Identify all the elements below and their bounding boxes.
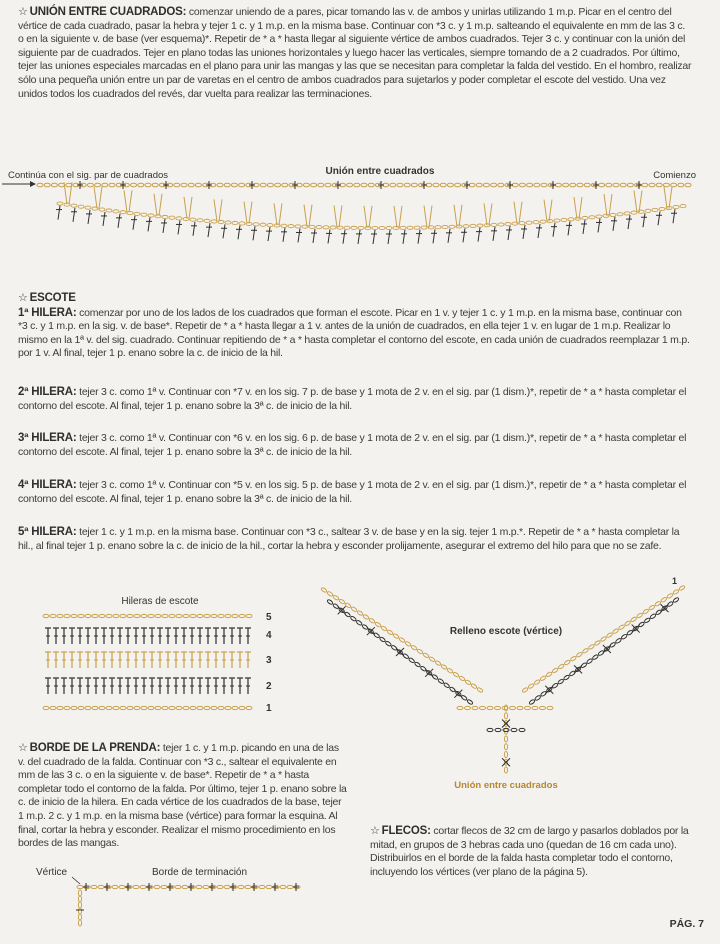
escote-row-text: tejer 3 c. como 1ª v. Continuar con *5 v. en los sig. 5 p. de base y 1 mota de 2 v. en el sig. par (1 dism.)*, repetir de * a * hasta completar el contorno del escote. Al final, tejer 1 p. enano sobre la 3ª c. de inicio de la hil. [18, 479, 687, 505]
union-diagram-left-label: Continúa con el sig. par de cuadrados [8, 170, 169, 181]
borde-text: tejer 1 c. y 1 m.p. picando en una de las v. del cuadrado de la falda. Continuar con *3 c., saltear el equivalente en mm de las 3 c. o en la siguiente v. de base*. Repetir de * a * hasta completar todo el contorno de la falda. Por último, tejer 1 p. enano sobre la c. de inicio de la hilera. En cada vértice de los cuadrados de la base, tejer 1 m.p. 2 c. y 1 m.p. en la misma base (vértice) para formar la esquina. Al final, cortar la hebra y esconder. Realizar el mismo procedimiento en los bordes de las mangas. [18, 742, 347, 850]
escote-rows-diagram [30, 592, 290, 717]
escote-row-label: 1ª HILERA: [18, 306, 77, 319]
row-number-1: 1 [266, 703, 272, 714]
escote-rows-title: Hileras de escote [121, 596, 199, 607]
borde-chain [76, 883, 300, 926]
union-text: comenzar uniendo de a pares, picar tomando las v. de ambos y unirlas utilizando 1 m.p. Picar en el centro del vértice de cada cuadrado, pasar la hebra y tejer 1 c. y 1 m.p. en la misma base. Continuar con *3 c. y 1 m.p. salteando el equivalente en mm de las 3 c. o en la siguiente v. de base (ver esquema)*. Repetir de * a * hasta llegar al siguiente vértice de ambos cuadrados. Tejer 3 c. y continuar con la unión del siguiente par de cuadrados. Tejer en plano todas las uniones horizontales y luego hacer las verticales, siempre tomando de a 2 cuadrados. Por último, tejer las uniones especiales marcadas en el plano para unir las mangas y las que se necesitan para completar la falda del vestido. En el hombro, realizar sólo una pequeña unión entre un par de varetas en el centro de ambos cuadrados para sujetarlos y poder completar el escote del vestido. Una vez unidos todos los cuadrados del revés, dar vuelta para realizar las terminaciones. [18, 6, 692, 100]
union-heading: UNIÓN ENTRE CUADRADOS: [29, 6, 187, 18]
escote-section [18, 292, 692, 361]
flecos-section [370, 825, 700, 879]
vertice-corner-number: 1 [672, 576, 678, 586]
row-number-5: 5 [266, 612, 272, 623]
row-number-2: 2 [266, 681, 272, 692]
escote-row-text: comenzar por uno de los lados de los cuadrados que forman el escote. Picar en 1 v. y tejer 1 c. y 1 m.p. en la misma base, continuar con *3 c. y 1 m.p. en la sig. v. de base*. Repetir de * a * hasta llegar a 1 v. antes de la unión de cuadrados, en ella tejer 1 v. en lugar de 1 m.p. Realizar lo mismo en la 1ª v. del sig. cuadrado. Continuar repitiendo de * a * hasta completar el contorno del escote, en cada unión de cuadrados reemplazar 1 m.p. por 1 v. Al final, tejer 1 p. enano sobre la c. de inicio de la hil. [18, 306, 690, 360]
union-diagram-title: Unión entre cuadrados [325, 166, 435, 177]
union-diagram [0, 160, 720, 270]
union-diagram-right-label: Comienzo [653, 170, 696, 181]
escote-row-label: 3ª HILERA: [18, 432, 77, 444]
borde-right-label: Borde de terminación [152, 867, 248, 878]
escote-row-text: tejer 3 c. como 1ª v. Continuar con *7 v. en los sig. 7 p. de base y 1 mota de 2 v. en el sig. par (1 dism.)*, repetir de * a * hasta completar el contorno del escote. Al final, tejer 1 p. enano sobre la 3ª c. de inicio de la hil. [18, 386, 687, 412]
union-chain [37, 181, 691, 189]
borde-section [18, 742, 348, 851]
star-icon: ☆ [18, 742, 28, 754]
star-icon: ☆ [18, 6, 28, 18]
page-number: PÁG. 7 [669, 918, 704, 931]
borde-diagram [30, 862, 320, 932]
escote-row-4 [18, 479, 692, 506]
escote-row-3 [18, 432, 692, 459]
escote-row-5 [18, 526, 692, 553]
escote-row-label: 2ª HILERA: [18, 386, 77, 398]
star-icon: ☆ [370, 825, 380, 837]
escote-row-label: 4ª HILERA: [18, 479, 77, 491]
vertice-lines [321, 585, 686, 773]
vertice-diagram [310, 570, 710, 800]
borde-left-label: Vértice [36, 867, 68, 878]
vertice-bottom-label: Unión entre cuadrados [454, 780, 558, 791]
union-section [18, 6, 692, 101]
flecos-text: cortar flecos de 32 cm de largo y pasarlos doblados por la mitad, en grupos de 3 hebras cada uno (quedan de 16 cm cada uno). Distribuirlos en el borde de la falda hasta completar todo el contorno, incluyendo los vértices (ver plano de la página 5). [370, 825, 689, 878]
escote-row-text: tejer 3 c. como 1ª v. Continuar con *6 v. en los sig. 6 p. de base y 1 mota de 2 v. en el sig. par (1 dism.)*, repetir de * a * hasta completar el contorno del escote. Al final, tejer 1 p. enano sobre la 3ª c. de inicio de la hil. [18, 432, 687, 458]
borde-heading: BORDE DE LA PRENDA: [29, 742, 161, 754]
vertice-title: Relleno escote (vértice) [449, 626, 563, 637]
row-number-4: 4 [266, 630, 272, 641]
escote-row-text: tejer 1 c. y 1 m.p. en la misma base. Continuar con *3 c., saltear 3 v. de base y en la sig. tejer 1 m.p.*. Repetir de * a * hasta completar la hil., al final tejer 1 p. enano sobre la c. de inicio de la hil., cortar la hebra y esconder prolijamente, asegurar el extremo del hilo para que no se zafe. [18, 526, 680, 552]
row-number-3: 3 [266, 655, 272, 666]
escote-row-2 [18, 386, 692, 413]
star-icon: ☆ [18, 292, 28, 304]
escote-heading: ESCOTE [29, 292, 76, 304]
flecos-heading: FLECOS: [381, 825, 431, 837]
escote-rows [43, 614, 252, 709]
union-stitches [56, 182, 686, 244]
escote-row-label: 5ª HILERA: [18, 526, 77, 538]
